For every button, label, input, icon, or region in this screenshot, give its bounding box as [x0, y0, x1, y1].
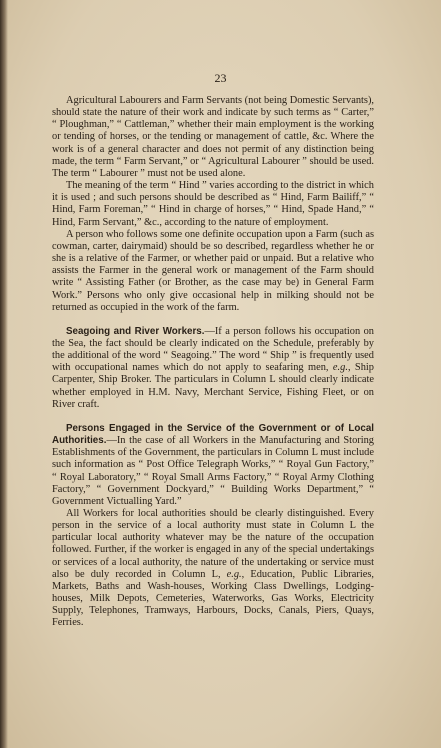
local-text-b: , Education, Public Libraries, Markets, Baths and Wash-houses, Working Class Dwellings, Lodging-houses, Milk Depots, Cemeteries, Waterworks, Gas Works, Electricity Supply, Telephones, Tramways, Harbours, Docks, Canals, Piers, Quays, Ferries. [52, 568, 374, 629]
heading-government-service: Persons Engaged in the Service of the Government or of Local Authorities. [52, 422, 374, 447]
page-binding-edge [0, 0, 8, 748]
section-gap [52, 411, 374, 423]
paragraph-seagoing-workers [52, 326, 374, 411]
section-gap [52, 314, 374, 326]
paragraph-agricultural-labourers: Agricultural Labourers and Farm Servants (not being Domestic Servants), should state the nature of their work and indicate by such terms as “ Carter,” “ Ploughman,” “ Cattleman,” whether their main employment is the working or tending of horses, or the tending or management of cattle, &c. Where the work is of a general character and does not permit of any distinction being made, the term “ Farm Servant,” or “ Agricultural Labourer ” should be used. The term “ Labourer ” must not be used alone. [52, 95, 374, 179]
local-text-a: All Workers for local authorities should be clearly distinguished. Every person in the service of a local authority must state in Column L the particular local authority whatever may be the nature of the occupation followed. Further, if the worker is engaged in any of the special undertakings or services of a local authority, the nature of the undertaking or service must also be duly recorded in Column L, [52, 508, 374, 580]
paragraph-hind: The meaning of the term “ Hind ” varies according to the district in which it is used ; and such persons should be described as “ Hind, Farm Bailiff,” “ Hind, Farm Foreman,” “ Hind in charge of horses,” “ Hind, Spade Hand,” “ Hind, Farm Servant,” &c., according to the nature of employment. [52, 180, 374, 228]
seagoing-text-b: , Ship Carpenter, Ship Broker. The particulars in Column L should clearly indicate whether employed in H.M. Navy, Merchant Service, Fishing Fleet, or on River craft. [52, 362, 374, 410]
heading-seagoing-workers: Seagoing and River Workers. [66, 325, 205, 337]
body-text [52, 95, 374, 630]
page-number: 23 [214, 71, 227, 85]
paragraph-government-service [52, 423, 374, 508]
seagoing-text-a: —If a person follows his occupation on the Sea, the fact should be clearly indicated on the Schedule, preferably by the additional of the word “ Seagoing.” The word “ Ship ” is frequently used with occupational names which do not apply to seafaring men, [52, 325, 374, 374]
seagoing-eg: e.g. [332, 362, 348, 374]
paragraph-definite-occupation: A person who follows some one definite occupation upon a Farm (such as cowman, carter, dairymaid) should be so described, regardless whether he or she is a relative of the Farmer, or whether paid or unpaid. But a relative who assists the Farmer in the general work or management of the Farm should write “ Assisting Father (or Brother, as the case may be) in General Farm Work.” Persons who only give occasional help in milking should not be returned as occupied in the work of the farm. [52, 228, 374, 313]
paragraph-local-authorities [52, 508, 374, 630]
local-eg: e.g. [226, 568, 242, 580]
government-text: —In the case of all Workers in the Manufacturing and Storing Establishments of the Government, the particulars in Column L must include such information as “ Post Office Telegraph Works,” “ Royal Gun Factory,” “ Royal Laboratory,” “ Royal Small Arms Factory,” “ Royal Army Clothing Factory,” “ Government Dockyard,” “ Building Works Department,” “ Government Victualling Yard.” [52, 435, 374, 507]
